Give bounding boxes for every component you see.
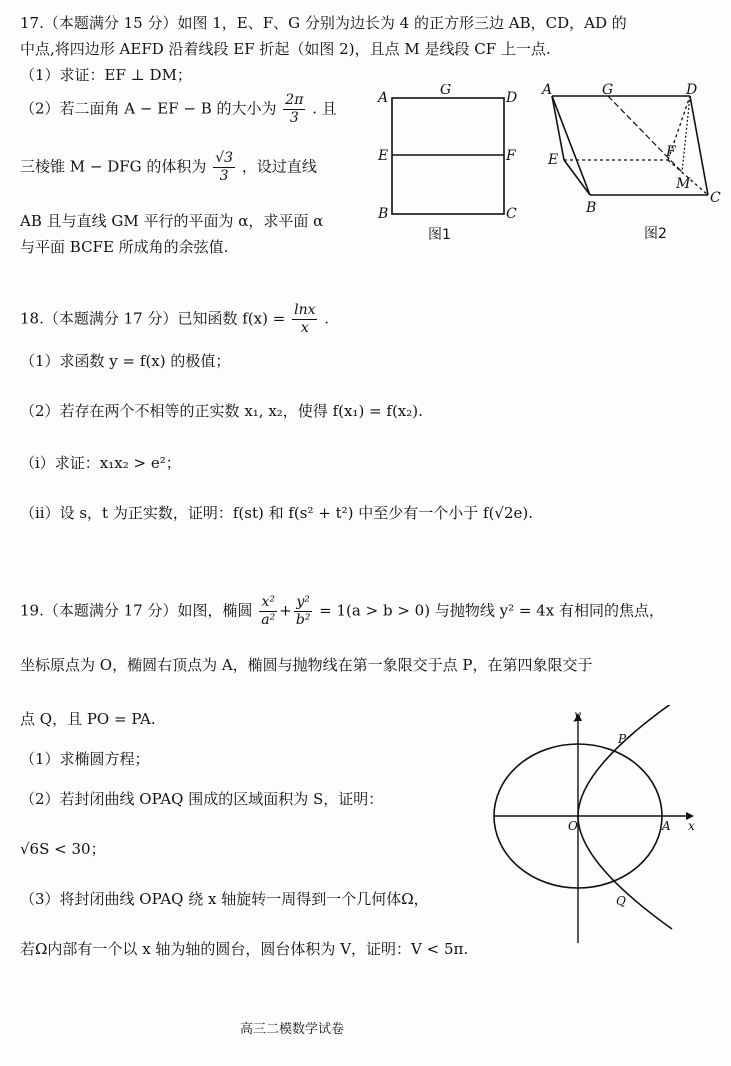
p18-qi: （i）求证：x₁x₂ > e²； (20, 454, 181, 472)
p18-q2: （2）若存在两个不相等的正实数 x₁, x₂，使得 f(x₁) = f(x₂). (20, 402, 423, 420)
label-o: O (568, 819, 578, 833)
fig2-label-m: M (676, 176, 691, 192)
p19-ellipse-x-fraction: $\frac{\text{x²}}{\text{a²}}$ (261, 594, 276, 628)
label-p: P (618, 732, 627, 746)
p18-line1: 18.（本题满分 17 分）已知函数 f(x) = $\frac{\ln x}{x}$ . (20, 302, 330, 336)
fig2-caption: 图2 (644, 226, 667, 242)
fig2-label-e: E (548, 152, 559, 168)
p17-angle-fraction: $\frac{2\pi}{3}$ (285, 92, 304, 126)
fig1-label-f: F (506, 148, 516, 164)
fig2-label-b: B (586, 200, 597, 216)
p19-figure (490, 705, 705, 950)
p17-figure-2 (530, 80, 730, 245)
p17-q2-line-a: （2）若二面角 A − EF − B 的大小为 $\frac{2\pi}{3}$ . 且 (20, 92, 337, 126)
p17-q1: （1）求证：EF ⊥ DM； (20, 66, 192, 84)
p17-volume-fraction: $\frac{√3}{3}$ (215, 150, 234, 184)
fig2-label-c: C (710, 190, 721, 206)
p17-q2-line-c: AB 且与直线 GM 平行的平面为 α，求平面 α (20, 212, 324, 230)
p17-figure-1 (372, 84, 522, 244)
page-footer: 高三二模数学试卷 (240, 1022, 345, 1037)
fig1-caption: 图1 (428, 227, 451, 243)
p17-q2-line-b: 三棱锥 M − DFG 的体积为 $\frac{√3}{3}$ ，设过直线 (20, 150, 317, 184)
fig2-label-g: G (602, 82, 614, 98)
p17-q2-line-d: 与平面 BCFE 所成角的余弦值. (20, 238, 229, 256)
fig2-label-d: D (686, 82, 698, 98)
fig1-label-a: A (378, 90, 389, 106)
p18-q1: （1）求函数 y = f(x) 的极值； (20, 352, 231, 370)
p19-line3: 点 Q，且 PO = PA. (20, 710, 156, 728)
label-q: Q (616, 894, 626, 908)
fig1-label-c: C (506, 206, 517, 222)
p18-function-fraction: $\frac{\ln x}{x}$ (294, 302, 316, 336)
fig2-label-f: F (666, 144, 676, 160)
fig2-label-a: A (542, 82, 553, 98)
label-a: A (662, 819, 671, 833)
fig1-label-g: G (440, 84, 452, 98)
axis-label-x: x (688, 819, 695, 833)
p19-ellipse-y-fraction: $\frac{\text{y²}}{\text{b²}}$ (295, 594, 311, 628)
fig1-label-d: D (506, 90, 518, 106)
p18-qii: （ii）设 s，t 为正实数，证明：f(st) 和 f(s² + t²) 中至少有一个小于 f(√2e). (20, 504, 534, 522)
p19-line1: 19.（本题满分 17 分）如图，椭圆 $\frac{\text{x²}}{\text{a²}}$ + $\frac{\text{y²}}{\text{b²}}$ = 1(a > b > 0) 与抛物线 y² = 4x 有相同的焦点， (20, 594, 664, 628)
p19-q3-line-b: 若Ω内部有一个以 x 轴为轴的圆台，圆台体积为 V，证明：V < 5π. (20, 940, 469, 958)
p19-line2: 坐标原点为 O，椭圆右顶点为 A，椭圆与抛物线在第一象限交于点 P，在第四象限交于 (20, 656, 593, 674)
p19-q2-inequality: √6S < 30； (20, 840, 106, 858)
p19-q1: （1）求椭圆方程； (20, 750, 150, 768)
fig1-label-b: B (378, 206, 389, 222)
p17-line2: 中点,将四边形 AEFD 沿着线段 EF 折起（如图 2)，且点 M 是线段 CF 上一点. (20, 40, 551, 58)
p19-q3-line-a: （3）将封闭曲线 OPAQ 绕 x 轴旋转一周得到一个几何体Ω， (20, 890, 429, 908)
fig1-label-e: E (378, 148, 389, 164)
p19-q2: （2）若封闭曲线 OPAQ 围成的区域面积为 S，证明： (20, 790, 384, 808)
p17-line1: 17.（本题满分 15 分）如图 1，E、F、G 分别为边长为 4 的正方形三边 AB，CD，AD 的 (20, 14, 627, 32)
axis-label-y: y (574, 708, 581, 722)
fig1-square (392, 98, 504, 214)
